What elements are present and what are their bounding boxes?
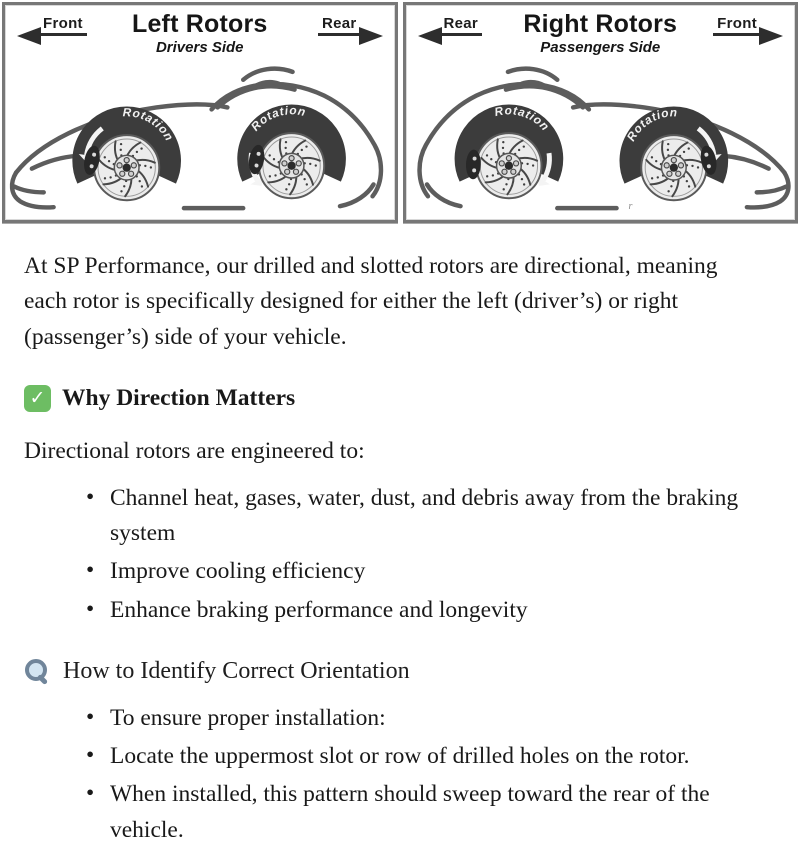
front-direction-arrow <box>17 15 87 36</box>
arrow-left-icon <box>17 27 41 45</box>
installation-list <box>24 701 776 848</box>
check-emoji-icon <box>24 385 51 412</box>
direction-label: Rear <box>440 15 483 36</box>
intro-paragraph: At SP Performance, our drilled and slotted rotors are directional, meaning each rotor is specifically designed for either the left (driver’s) or right (passenger’s) side of your vehicle. <box>24 253 718 350</box>
rotor-direction-diagram <box>0 0 800 223</box>
left-rotors-panel <box>2 2 398 223</box>
arrow-left-icon <box>418 27 442 45</box>
lead-paragraph: Directional rotors are engineered to: <box>24 437 365 464</box>
list-item: • To ensure proper installation: <box>86 701 772 736</box>
arrow-right-icon <box>359 27 383 45</box>
magnifier-emoji-icon <box>24 658 51 685</box>
section-title: How to Identify Correct Orientation <box>63 657 410 684</box>
panel-title: Left Rotors <box>131 10 268 38</box>
rotor <box>476 133 541 198</box>
scan-artifact: r <box>628 201 633 212</box>
list-item: • Enhance braking performance and longevity <box>86 593 772 628</box>
arrow-right-icon <box>759 27 783 45</box>
panel-header <box>406 5 796 62</box>
right-rotors-panel <box>403 2 799 223</box>
panel-subtitle: Drivers Side <box>155 38 244 56</box>
section-title: Why Direction Matters <box>62 384 296 411</box>
rotor <box>641 135 706 200</box>
front-direction-arrow <box>713 15 783 36</box>
rear-direction-arrow <box>418 15 483 36</box>
rear-direction-arrow <box>318 15 383 36</box>
rotor <box>259 133 324 198</box>
direction-label: Rear <box>318 15 361 36</box>
car-illustration-right <box>406 62 796 220</box>
rotation-label: Rotation <box>623 105 678 144</box>
direction-label: Front <box>713 15 761 36</box>
section-heading-identify-orientation <box>24 658 776 685</box>
benefits-list <box>24 481 776 628</box>
rotation-label: Rotation <box>492 103 553 134</box>
section-heading-why-direction-matters <box>24 385 776 412</box>
list-item: • Channel heat, gases, water, dust, and debris away from the braking system <box>86 481 772 552</box>
article <box>0 223 800 848</box>
panel-subtitle: Passengers Side <box>540 38 661 56</box>
car-illustration-left <box>5 62 395 220</box>
direction-label: Front <box>39 15 87 36</box>
rotation-label: Rotation <box>248 103 308 134</box>
rotation-label: Rotation <box>122 105 177 144</box>
list-item: • Improve cooling efficiency <box>86 554 772 589</box>
list-item: • Locate the uppermost slot or row of drilled holes on the rotor. <box>86 739 772 774</box>
list-item: • When installed, this pattern should sweep toward the rear of the vehicle. <box>86 777 772 848</box>
panel-title: Right Rotors <box>523 10 678 38</box>
panel-header <box>5 5 395 62</box>
rotor <box>94 135 159 200</box>
